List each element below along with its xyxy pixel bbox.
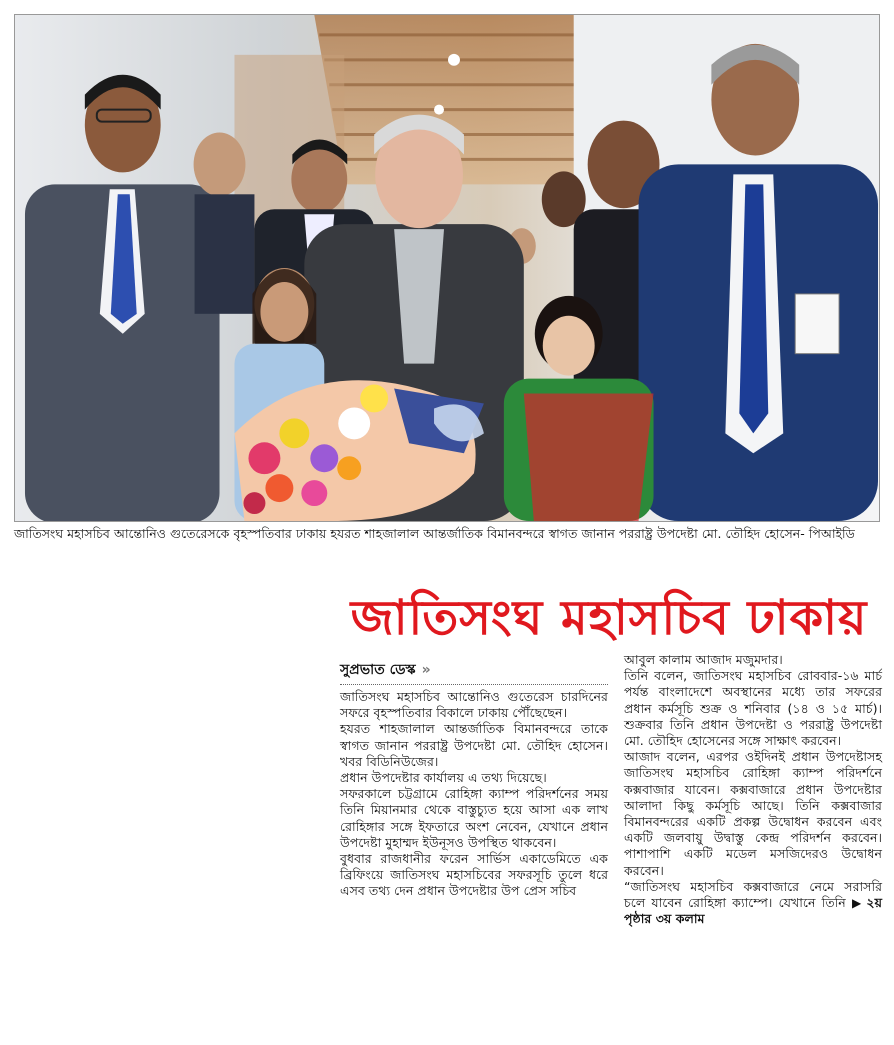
- paragraph: বুধবার রাজধানীর ফরেন সার্ভিস একাডেমিতে এক ব্রিফিংয়ে জাতিসংঘ মহাসচিবের সফরসূচি তুলে ধরে এসব তথ্য দেন প্রধান উপদেষ্টার উপ প্রেস সচিব: [340, 851, 608, 899]
- paragraph: আজাদ বলেন, এরপর ওইদিনই প্রধান উপদেষ্টাসহ জাতিসংঘ মহাসচিব রোহিঙ্গা ক্যাম্প পরিদর্শনে কক্সবাজার যাবেন। কক্সবাজারে প্রধান উপদেষ্টার আলাদা কিছু কর্মসূচি আছে। তিনি কক্সবাজার বিমানবন্দরের একটি প্রকল্প উদ্বোধন করবেন এবং একটি জলবায়ু উদ্বাস্তু কেন্দ্র পরিদর্শন করবেন। পাশাপাশি একটি মডেল মসজিদেরও উদ্বোধন করবেন।: [624, 749, 882, 878]
- paragraph: আবুল কালাম আজাদ মজুমদার।: [624, 652, 783, 667]
- paragraph: সফরকালে চট্টগ্রামে রোহিঙ্গা ক্যাম্প পরিদর্শনের সময় তিনি মিয়ানমার থেকে বাস্তুচ্যুত হয়ে আসা এক লাখ রোহিঙ্গার সঙ্গে ইফতারে অংশ নেবেন, যেখানে প্রধান উপদেষ্টা মুহাম্মদ ইউনূসও উপস্থিত থাকবেন।: [340, 786, 608, 850]
- continuation-text: ২য় পৃষ্ঠার ৩য় কলাম: [624, 895, 882, 927]
- photo-caption: জাতিসংঘ মহাসচিব আন্তোনিও গুতেরেসকে বৃহস্পতিবার ঢাকায় হযরত শাহজালাল আন্তর্জাতিক বিমানবন্দরে স্বাগত জানান পররাষ্ট্র উপদেষ্টা মো. তৌহিদ হোসেন- পিআইডি: [14, 526, 855, 541]
- news-photo: [14, 14, 880, 522]
- article-column-1: [340, 660, 608, 900]
- byline: [340, 660, 608, 685]
- byline-text: সুপ্রভাত ডেস্ক: [340, 662, 416, 678]
- headline: জাতিসংঘ মহাসচিব ঢাকায়: [350, 590, 868, 646]
- paragraph: [624, 879, 882, 928]
- paragraph: জাতিসংঘ মহাসচিব আন্তোনিও গুতেরেস চারদিনের সফরে বৃহস্পতিবার বিকালে ঢাকায় পৌঁছেছেন।: [340, 689, 608, 721]
- paragraph-text: “জাতিসংঘ মহাসচিব কক্সবাজারে নেমে সরাসরি চলে যাবেন রোহিঙ্গা ক্যাম্পে। যেখানে তিনি: [624, 878, 882, 911]
- paragraph: হযরত শাহজালাল আন্তর্জাতিক বিমানবন্দরে তাকে স্বাগত জানান পররাষ্ট্র উপদেষ্টা মো. তৌহিদ হোসেন। খবর বিডিনিউজের।: [340, 721, 608, 769]
- photo-illustration: [15, 15, 879, 521]
- paragraph: প্রধান উপদেষ্টার কার্যালয় এ তথ্য দিয়েছে।: [340, 770, 547, 786]
- byline-marker: »: [421, 662, 431, 678]
- paragraph: তিনি বলেন, জাতিসংঘ মহাসচিব রোববার-১৬ মার্চ পর্যন্ত বাংলাদেশে অবস্থানের মধ্যে তার সফরের প্রধান কর্মসূচি শুক্র ও শনিবার (১৪ ও ১৫ মার্চ)। শুক্রবার তিনি প্রধান উপদেষ্টা ও পররাষ্ট্র উপদেষ্টা মো. তৌহিদ হোসেনের সঙ্গে সাক্ষাৎ করবেন।: [624, 668, 882, 749]
- triangle-right-icon: ▶: [851, 896, 864, 911]
- article-column-2: [624, 652, 882, 927]
